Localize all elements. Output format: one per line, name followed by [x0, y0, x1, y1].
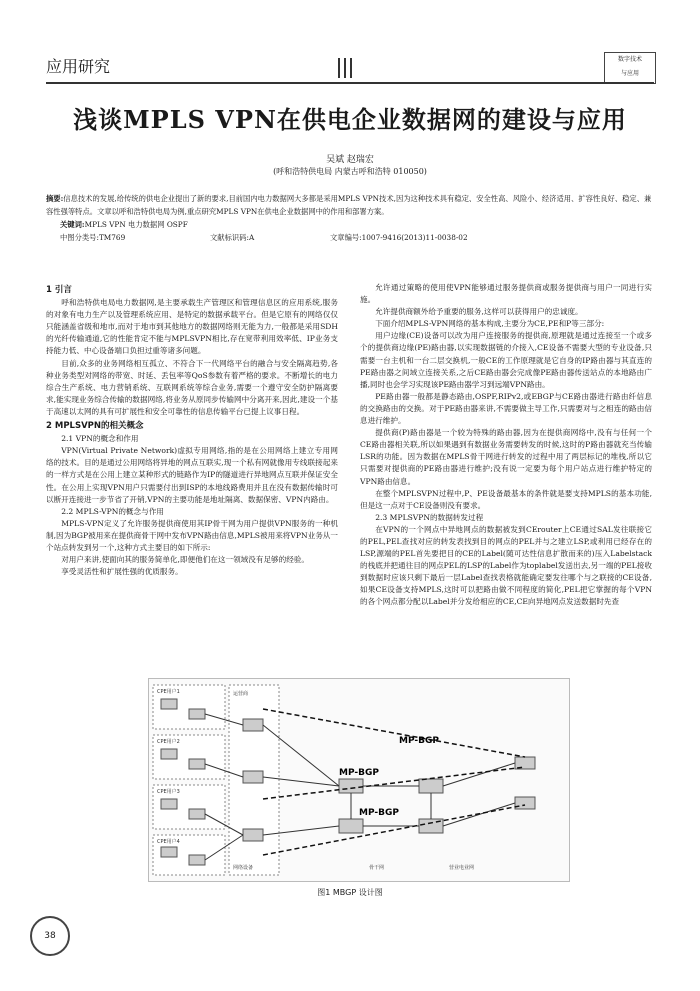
authors: 吴斌 赵瑞宏 [326, 155, 374, 165]
badge-top: 数字技术 [617, 56, 642, 63]
abstract-label: 摘要: [46, 194, 64, 203]
paragraph: 在VPN的一个网点中异地网点的数据被发到CErouter上CE通过SAL发往联接它的PEL,PEL查找对应的转发表找到目的网点的PEL并与之建立LSP,或利用已经存在的LSP,源端的PEL首先要把目的CE的Label(随可达性信息扩散而来的)压入Labelstack的栈底并把通往目的网点PEL的LSP的Label作为toplabel发送出去,另一端的PEL接收到数据时应该只剩下最后一层Label查找表格就能确定要发往哪个与之联接的CE设备,如果CE设备支持MPLS,这时可以把路由做不同程度的简化,PEL把它掌握的每个VPN的各个网点都分配以Label并分发给相应的CE,CE向异地网点发送数据时先查 [360, 524, 652, 607]
router-icon [243, 719, 263, 731]
paragraph: 在整个MPLSVPN过程中,P、PE设备最基本的条件就是要支持MPLS的基本功能,但是这一点对于CE设备则没有要求。 [360, 488, 652, 510]
subheading-mpls-vpn: 2.2 MPLS-VPN的概念与作用 [61, 506, 164, 516]
classification-line [46, 231, 656, 244]
paragraph: 享受灵活性和扩展性强的优质服务。 [61, 567, 183, 577]
article-number: 文章编号:1007-9416(2013)11-0038-02 [330, 233, 468, 242]
router-icon [243, 829, 263, 841]
site-label: CPE用户3 [157, 789, 180, 795]
router-icon [189, 809, 205, 819]
site-label: 骨干网 [369, 865, 385, 871]
abstract-text: 信息技术的发展,给传统的供电企业提出了新的要求,目前国内电力数据网大多都是采用MPLS VPN技术,因为这种技术具有稳定、安全性高、风险小、经济适用、扩容性良好、稳定、兼容性强等特点。文章以呼和浩特供电局为例,重点研究MPLS VPN在供电企业数据网中的作用和部署方案。 [46, 194, 652, 216]
link-line [443, 763, 515, 786]
router-icon [243, 771, 263, 783]
diagram-svg [149, 679, 569, 881]
subheading-vpn: 2.1 VPN的概念和作用 [61, 434, 139, 444]
mp-bgp-label: MP-BGP [339, 768, 379, 778]
router-icon [161, 749, 177, 759]
header-decoration [338, 58, 356, 82]
network-diagram [148, 678, 570, 882]
router-icon [515, 797, 535, 809]
site-label: CPE用户2 [157, 739, 180, 745]
paragraph: 目前,众多的业务网络相互孤立、不符合下一代网络平台的融合与安全隔离趋势,各种业务类型对网络的带宽、时延、丢包率等QoS参数有着严格的要求。不断增长的电力综合生产系统、电力营销系统、互联网系统等综合业务,需要一个遵守安全防护隔离要求,能实现业务综合传输的数据网络,将业务从原同步传输网中分离开来,因此,建设一个基于高速以太网的具有可扩展性和安全可靠性的信息传输平台已提上议事日程。 [46, 358, 338, 416]
router-icon [189, 855, 205, 865]
keywords-text: MPLS VPN 电力数据网 OSPF [84, 220, 188, 229]
right-column [360, 282, 652, 609]
site-label: 营业电业网 [449, 865, 475, 871]
bgp-session-line [263, 767, 525, 799]
site-label: 网络设备 [233, 865, 254, 871]
mp-bgp-label: MP-BGP [359, 808, 399, 818]
section-label: 应用研究 [46, 57, 111, 76]
figure-caption: 图1 MBGP 设计图 [317, 888, 383, 897]
paragraph: 用户边缘(CE)设备可以改为用户连接服务的提供商,原理就是通过连接至一个或多个的提供商边缘(PE)路由器,以实现数据链的介接入,CE设备不需要大型的专业设备,只需要一台主机和一台二层交换机,一般CE的工作原理就是它自身的IP路由器与其直连的PE路由器之间域立连接关系,之后CE路由器会完成像PE路由器传送站点的本地路由广播,同时也会学习实现该PE路由器学习到远端VPN路由。 [360, 331, 652, 389]
router-icon [161, 699, 177, 709]
keywords [46, 218, 656, 231]
heading-concepts: 2 MPLSVPN的相关概念 [46, 421, 144, 432]
bgp-session-line [263, 709, 525, 757]
paragraph: 允许提供商额外给予重要的服务,这样可以获得用户的忠诚度。 [375, 307, 583, 317]
site-label: CPE用户4 [157, 839, 180, 845]
site-label: 运营商 [233, 691, 249, 697]
router-icon [161, 799, 177, 809]
keywords-label: 关键词: [60, 220, 85, 229]
article-title: 浅谈MPLS VPN在供电企业数据网的建设与应用 [73, 105, 627, 134]
paragraph: 对用户来讲,使面向其的服务简单化,即便他们在这一领域没有足够的经验。 [61, 555, 310, 565]
router-icon [189, 709, 205, 719]
left-column [46, 282, 338, 578]
router-icon [161, 847, 177, 857]
paragraph: 提供商(P)路由器是一个较为特殊的路由器,因为在提供商网络中,没有与任何一个CE路由器相关联,所以如果遇到有数据业务需要转发的时候,这时的P路由器就充当传输LSR的功能。因为数据在MPLS骨干网进行转发的过程中用了两层标记的堆栈,所以它只需要对提供商的PE路由器进行维护;没有说一定要为每个用户站点进行维护特定的VPN路由信息。 [360, 428, 652, 486]
paragraph: 呼和浩特供电局电力数据网,是主要承载生产管理区和管理信息区的应用系统,服务的对象有电力生产以及管理系统应用、是特定的数据承载平台。但是它原有的网络仅仅只能涵盖省级和地市,而对于地市到其他地方的数据网络则无能为力,一般都是采用SDH的光纤传输通道,它的性能肯定不能与MPLSVPN相比,存在宽带利用效率低、IP业务支持能力低、中心设备端口负担过重等诸多问题。 [46, 298, 338, 356]
badge-bottom: 与应用 [620, 70, 639, 77]
abstract [46, 192, 656, 218]
page-number: 38 [30, 916, 70, 956]
router-icon [189, 759, 205, 769]
paragraph: 下面介绍MPLS-VPN网络的基本构成,主要分为CE,PE和P等三部分: [375, 319, 605, 329]
mp-bgp-label: MP-BGP [399, 736, 439, 746]
affiliation: (呼和浩特供电局 内蒙古呼和浩特 010050) [273, 167, 427, 176]
p-router-icon [419, 779, 443, 793]
header-rule [46, 82, 654, 84]
paragraph: VPN(Virtual Private Network)虚拟专用网络,指的是在公用网络上建立专用网络的技术。目的是通过公用网络将异地的网点互联实,现一个私有网就像用专线联接起来的一样方式是在公用上建立某种形式的链路作为IP的隧道进行异地网点互联并保证安全性。在公用上实现VPN用户只需要付出到ISP的本地线路费用并且在没有数据传输时可以断开连接进一步节省了开销,VPN的主要功能是地址隔离、数据保密、VPN内路由。 [46, 446, 338, 504]
p-router-icon [339, 779, 363, 793]
doc-code: 文献标识码:A [210, 233, 255, 242]
paragraph: PE路由器一般都是静态路由,OSPF,RIPv2,或EBGP与CE路由器进行路由纤信息的交换路由的交换。对于PE路由器来讲,不需要做主导工作,只需要对与之相连的路由信息进行维护。 [360, 391, 652, 426]
p-router-icon [339, 819, 363, 833]
journal-badge [604, 52, 656, 84]
paragraph: 允许通过策略的使用使VPN能够通过服务提供商或服务提供商与用户一同进行实施。 [360, 283, 652, 305]
abstract-block [46, 192, 656, 244]
site-label: CPE用户1 [157, 689, 180, 695]
heading-intro: 1 引言 [46, 285, 72, 295]
paragraph: MPLS-VPN定义了允许服务提供商使用其IP骨干网为用户提供VPN服务的一种机制,因为BGP被用来在提供商骨干网中发布VPN路由信息,MPLS被用来将VPN业务从一个站点转发到另一个,这种方式主要目的如下所示: [46, 518, 338, 552]
clc-number: 中图分类号:TM769 [60, 233, 126, 242]
subheading-forwarding: 2.3 MPLSVPN的数据转发过程 [375, 512, 484, 522]
